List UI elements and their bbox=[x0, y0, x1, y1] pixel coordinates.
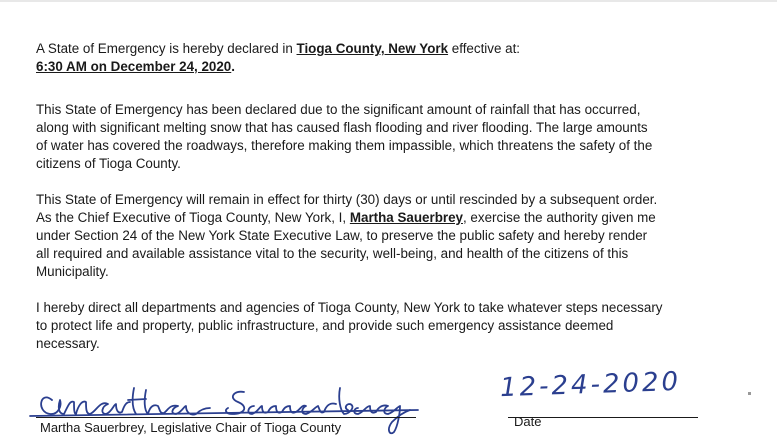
effective-time-period: . bbox=[231, 59, 235, 74]
page-top-edge bbox=[0, 0, 777, 2]
signature-block bbox=[0, 366, 777, 437]
official-name: Martha Sauerbrey bbox=[349, 210, 463, 225]
directive-line: I hereby direct all departments and agencies of Tioga County, New York to take whatever steps necessary bbox=[36, 300, 663, 315]
signature-line bbox=[36, 417, 416, 418]
directive-line: necessary. bbox=[36, 336, 100, 351]
declaration-intro: A State of Emergency is hereby declared in bbox=[36, 41, 297, 56]
duration-line: Municipality. bbox=[36, 264, 109, 279]
effective-label: effective at: bbox=[448, 41, 521, 56]
duration-line: This State of Emergency will remain in effect for thirty (30) days or until rescinded by a subsequent order. bbox=[36, 192, 658, 207]
authority-intro: As the Chief Executive of Tioga County, New York, I, bbox=[36, 210, 350, 225]
date-label: Date bbox=[514, 414, 542, 429]
effective-time: 6:30 AM on December 24, 2020 bbox=[36, 59, 232, 74]
duration-line: all required and available assistance vital to the security, well-being, and health of the citizens of this bbox=[36, 246, 629, 261]
directive-paragraph bbox=[36, 299, 756, 353]
reason-line: along with significant melting snow that has caused flash flooding and river flooding. The large amounts bbox=[36, 120, 648, 135]
duration-paragraph bbox=[36, 191, 756, 281]
reason-line: This State of Emergency has been declared due to the significant amount of rainfall that has occurred, bbox=[36, 102, 641, 117]
reason-paragraph bbox=[36, 101, 756, 173]
reason-line: citizens of Tioga County. bbox=[36, 156, 181, 171]
effective-time-line bbox=[36, 58, 756, 76]
declared-county: Tioga County, New York bbox=[296, 41, 449, 56]
authority-line bbox=[36, 209, 756, 227]
declaration-paragraph bbox=[36, 40, 756, 76]
duration-line: under Section 24 of the New York State Executive Law, to preserve the public safety and hereby render bbox=[36, 228, 648, 243]
reason-line: of water has covered the roadways, therefore making them impassible, which threatens the safety of the bbox=[36, 138, 653, 153]
directive-line: to protect life and property, public infrastructure, and provide such emergency assistance deemed bbox=[36, 318, 614, 333]
signatory-caption: Martha Sauerbrey, Legislative Chair of Tioga County bbox=[40, 420, 342, 435]
declaration-line bbox=[36, 40, 756, 58]
margin-mark bbox=[748, 392, 751, 395]
authority-outro: , exercise the authority given me bbox=[462, 210, 656, 225]
handwritten-date: 12-24-2020 bbox=[499, 366, 682, 404]
